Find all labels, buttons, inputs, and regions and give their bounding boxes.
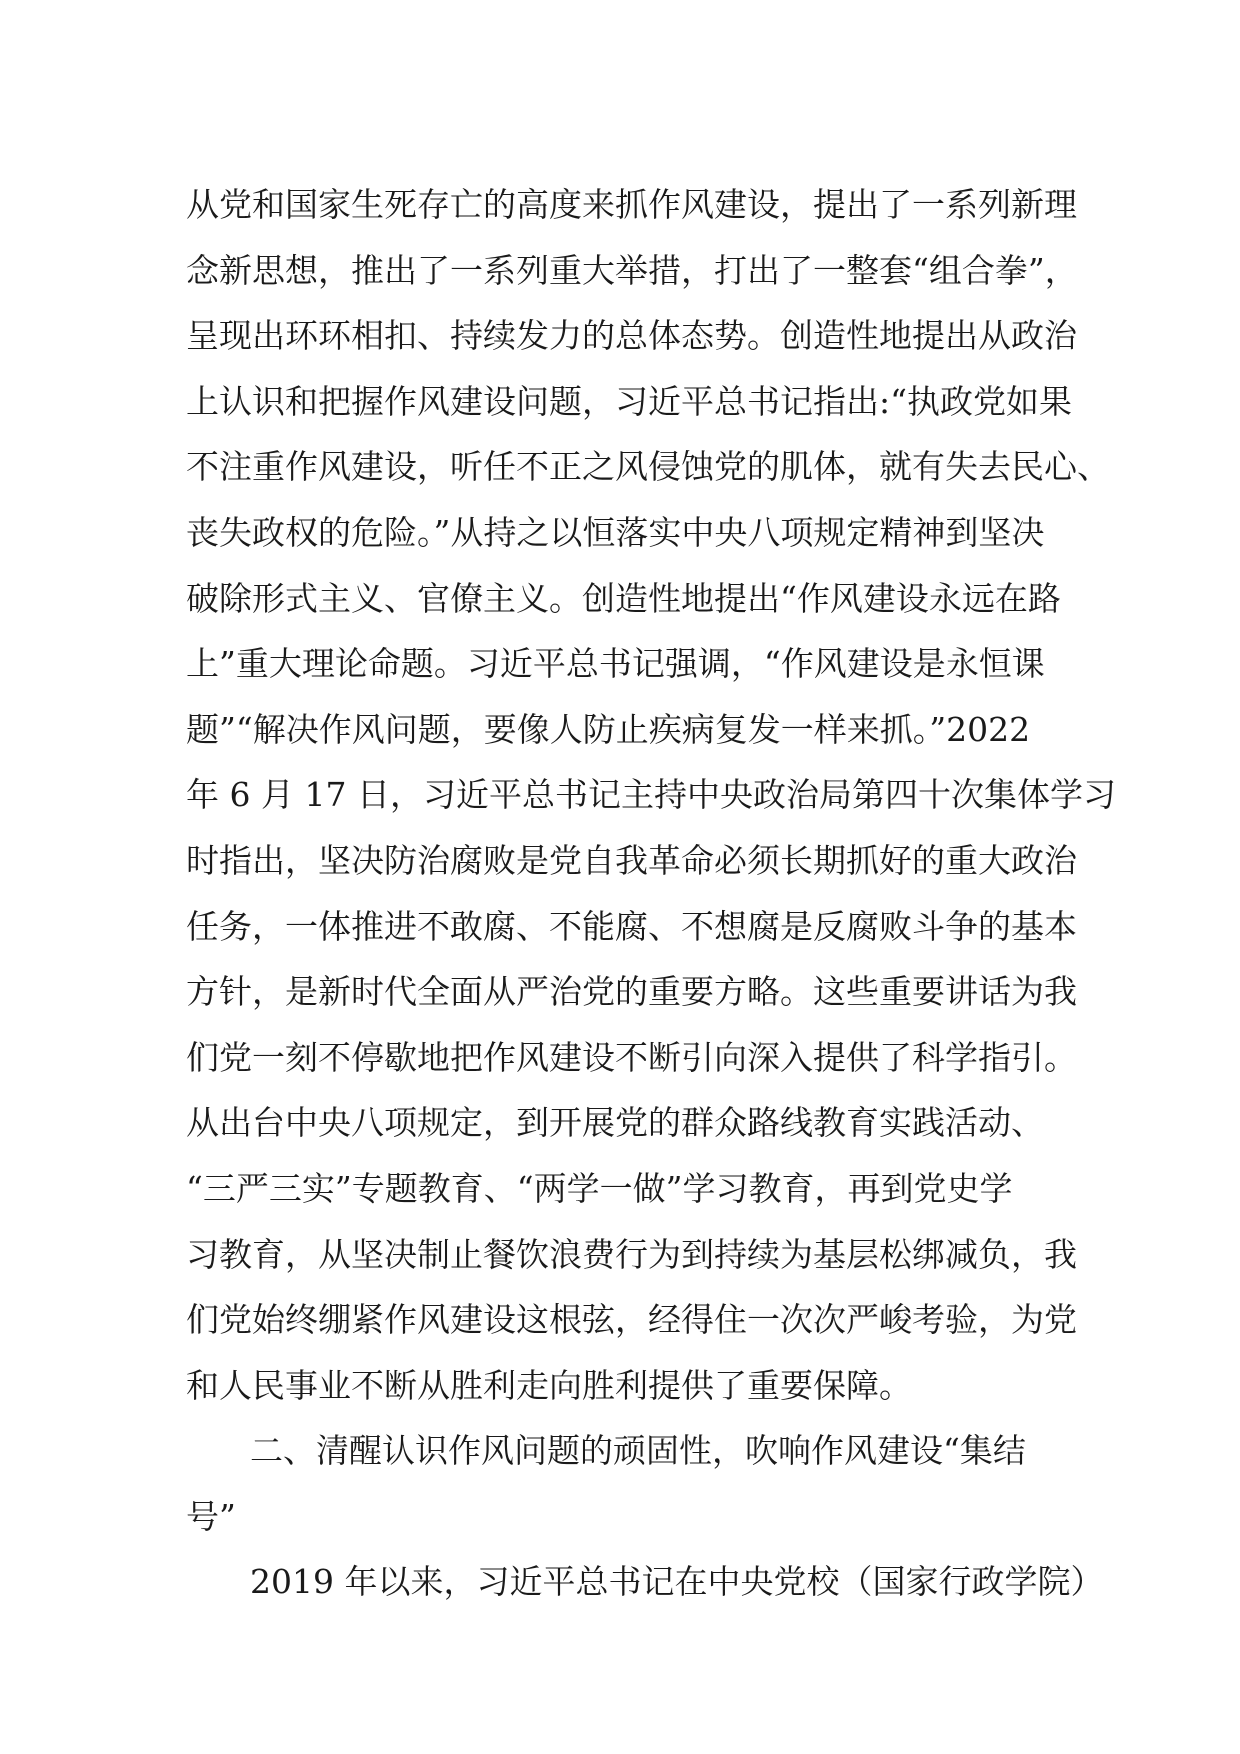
- paragraph-line: “三严三实”专题教育、“两学一做”学习教育，再到党史学: [186, 1168, 1013, 1208]
- paragraph-line: 丧失政权的危险。”从持之以恒落实中央八项规定精神到坚决: [186, 512, 1045, 552]
- paragraph-line: 习教育，从坚决制止餐饮浪费行为到持续为基层松绑减负，我: [186, 1234, 1077, 1274]
- paragraph-line: 方针，是新时代全面从严治党的重要方略。这些重要讲话为我: [186, 972, 1077, 1012]
- paragraph-line: 破除形式主义、官僚主义。创造性地提出“作风建设永远在路: [186, 578, 1061, 618]
- paragraph-line: 从党和国家生死存亡的高度来抓作风建设，提出了一系列新理: [186, 185, 1077, 224]
- paragraph-line: 不注重作风建设，听任不正之风侵蚀党的肌体，就有失去民心、: [186, 447, 1110, 487]
- section-heading-line: 号”: [186, 1496, 236, 1536]
- paragraph-line: 念新思想，推出了一系列重大举措，打出了一整套“组合拳”，: [186, 250, 1078, 290]
- paragraph-line: 年 6 月 17 日，习近平总书记主持中央政治局第四十次集体学习: [186, 775, 1116, 815]
- paragraph-line: 从出台中央八项规定，到开展党的群众路线教育实践活动、: [186, 1103, 1044, 1143]
- paragraph-line: 2019 年以来，习近平总书记在中央党校（国家行政学院）: [250, 1562, 1104, 1602]
- paragraph-line: 们党一刻不停歇地把作风建设不断引向深入提供了科学指引。: [186, 1037, 1077, 1077]
- paragraph-line: 上认识和把握作风建设问题，习近平总书记指出:“执政党如果: [186, 381, 1072, 421]
- paragraph-line: 呈现出环环相扣、持续发力的总体态势。创造性地提出从政治: [186, 316, 1077, 356]
- document-body: [186, 172, 1116, 1615]
- paragraph-line: 们党始终绷紧作风建设这根弦，经得住一次次严峻考验，为党: [186, 1300, 1077, 1340]
- section-heading-line: 二、清醒认识作风问题的顽固性，吹响作风建设“集结: [250, 1431, 1026, 1471]
- paragraph-line: 时指出，坚决防治腐败是党自我革命必须长期抓好的重大政治: [186, 840, 1077, 880]
- paragraph-line: 任务，一体推进不敢腐、不能腐、不想腐是反腐败斗争的基本: [186, 906, 1077, 946]
- paragraph-line: 上”重大理论命题。习近平总书记强调，“作风建设是永恒课: [186, 644, 1045, 684]
- paragraph-line: 题”“解决作风问题，要像人防止疾病复发一样来抓。”2022: [186, 709, 1031, 749]
- paragraph-line: 和人民事业不断从胜利走向胜利提供了重要保障。: [186, 1365, 912, 1405]
